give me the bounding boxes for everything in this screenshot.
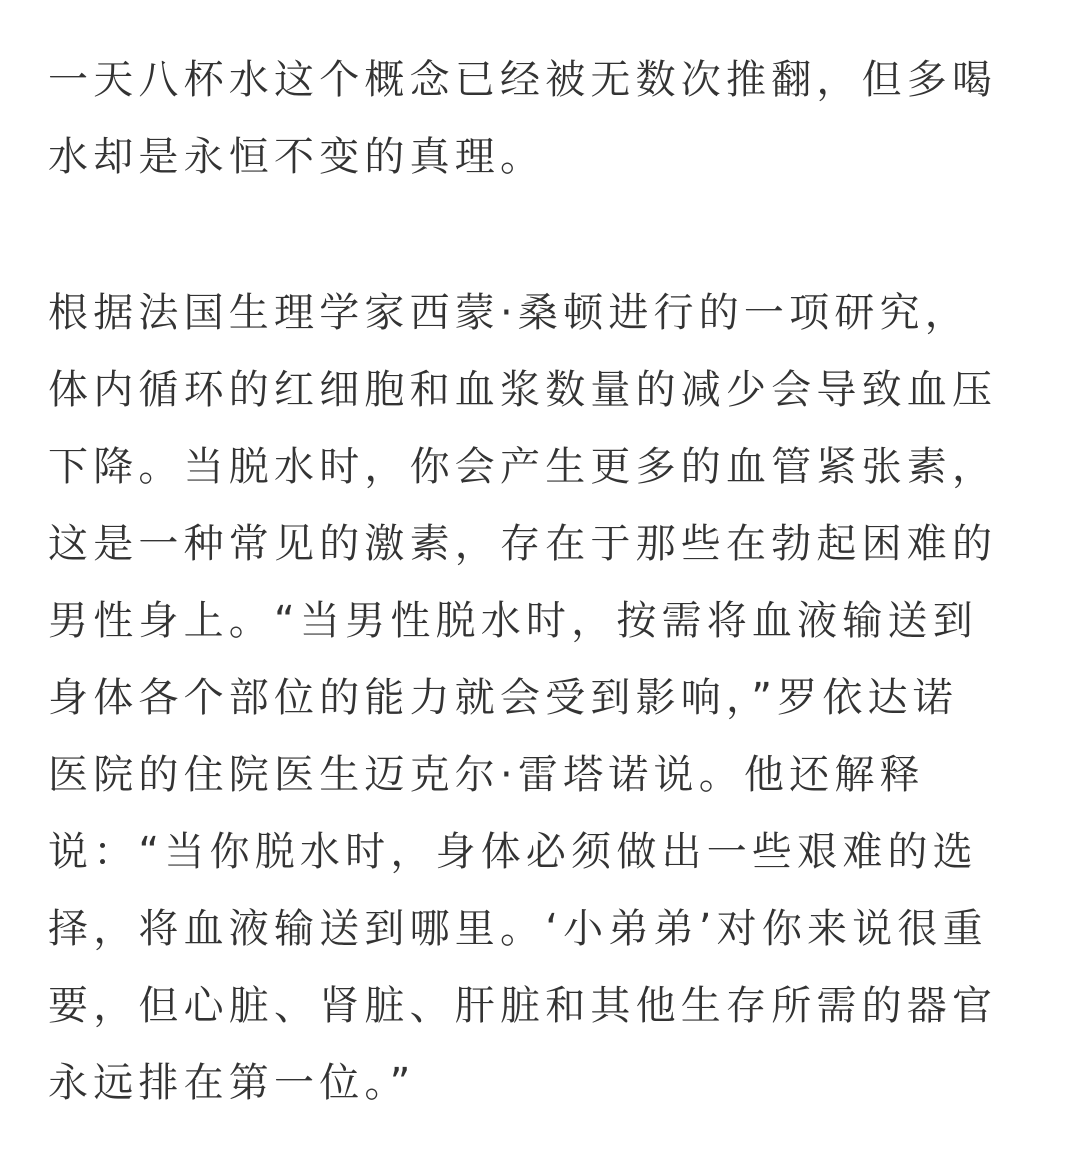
paragraph-2-line: 根据法国生理学家西蒙·桑顿进行的一项研究， bbox=[48, 290, 970, 336]
article-body bbox=[48, 42, 1034, 1122]
paragraph-2-line: 这是一种常见的激素，存在于那些在勃起困难的 bbox=[48, 521, 998, 567]
paragraph-1 bbox=[48, 42, 1034, 196]
paragraph-2-line: 医院的住院医生迈克尔·雷塔诺说。他还解释 bbox=[48, 752, 925, 798]
paragraph-2-line: 说：“当你脱水时，身体必须做出一些艰难的选 bbox=[48, 829, 978, 875]
paragraph-2-line: 体内循环的红细胞和血浆数量的减少会导致血压 bbox=[48, 367, 998, 413]
paragraph-2-line: 身体各个部位的能力就会受到影响，”罗依达诺 bbox=[48, 675, 958, 721]
paragraph-1-line: 水却是永恒不变的真理。 bbox=[48, 134, 546, 180]
paragraph-1-line: 一天八杯水这个概念已经被无数次推翻，但多喝 bbox=[48, 57, 998, 103]
paragraph-2 bbox=[48, 275, 1034, 1122]
paragraph-2-line: 下降。当脱水时，你会产生更多的血管紧张素， bbox=[48, 444, 998, 490]
paragraph-2-line: 永远排在第一位。” bbox=[48, 1060, 416, 1106]
paragraph-spacer bbox=[48, 196, 1034, 275]
paragraph-2-line: 要，但心脏、肾脏、肝脏和其他生存所需的器官 bbox=[48, 983, 998, 1029]
paragraph-2-line: 男性身上。“当男性脱水时，按需将血液输送到 bbox=[48, 598, 978, 644]
paragraph-2-line: 择，将血液输送到哪里。‘小弟弟’对你来说很重 bbox=[48, 906, 988, 952]
